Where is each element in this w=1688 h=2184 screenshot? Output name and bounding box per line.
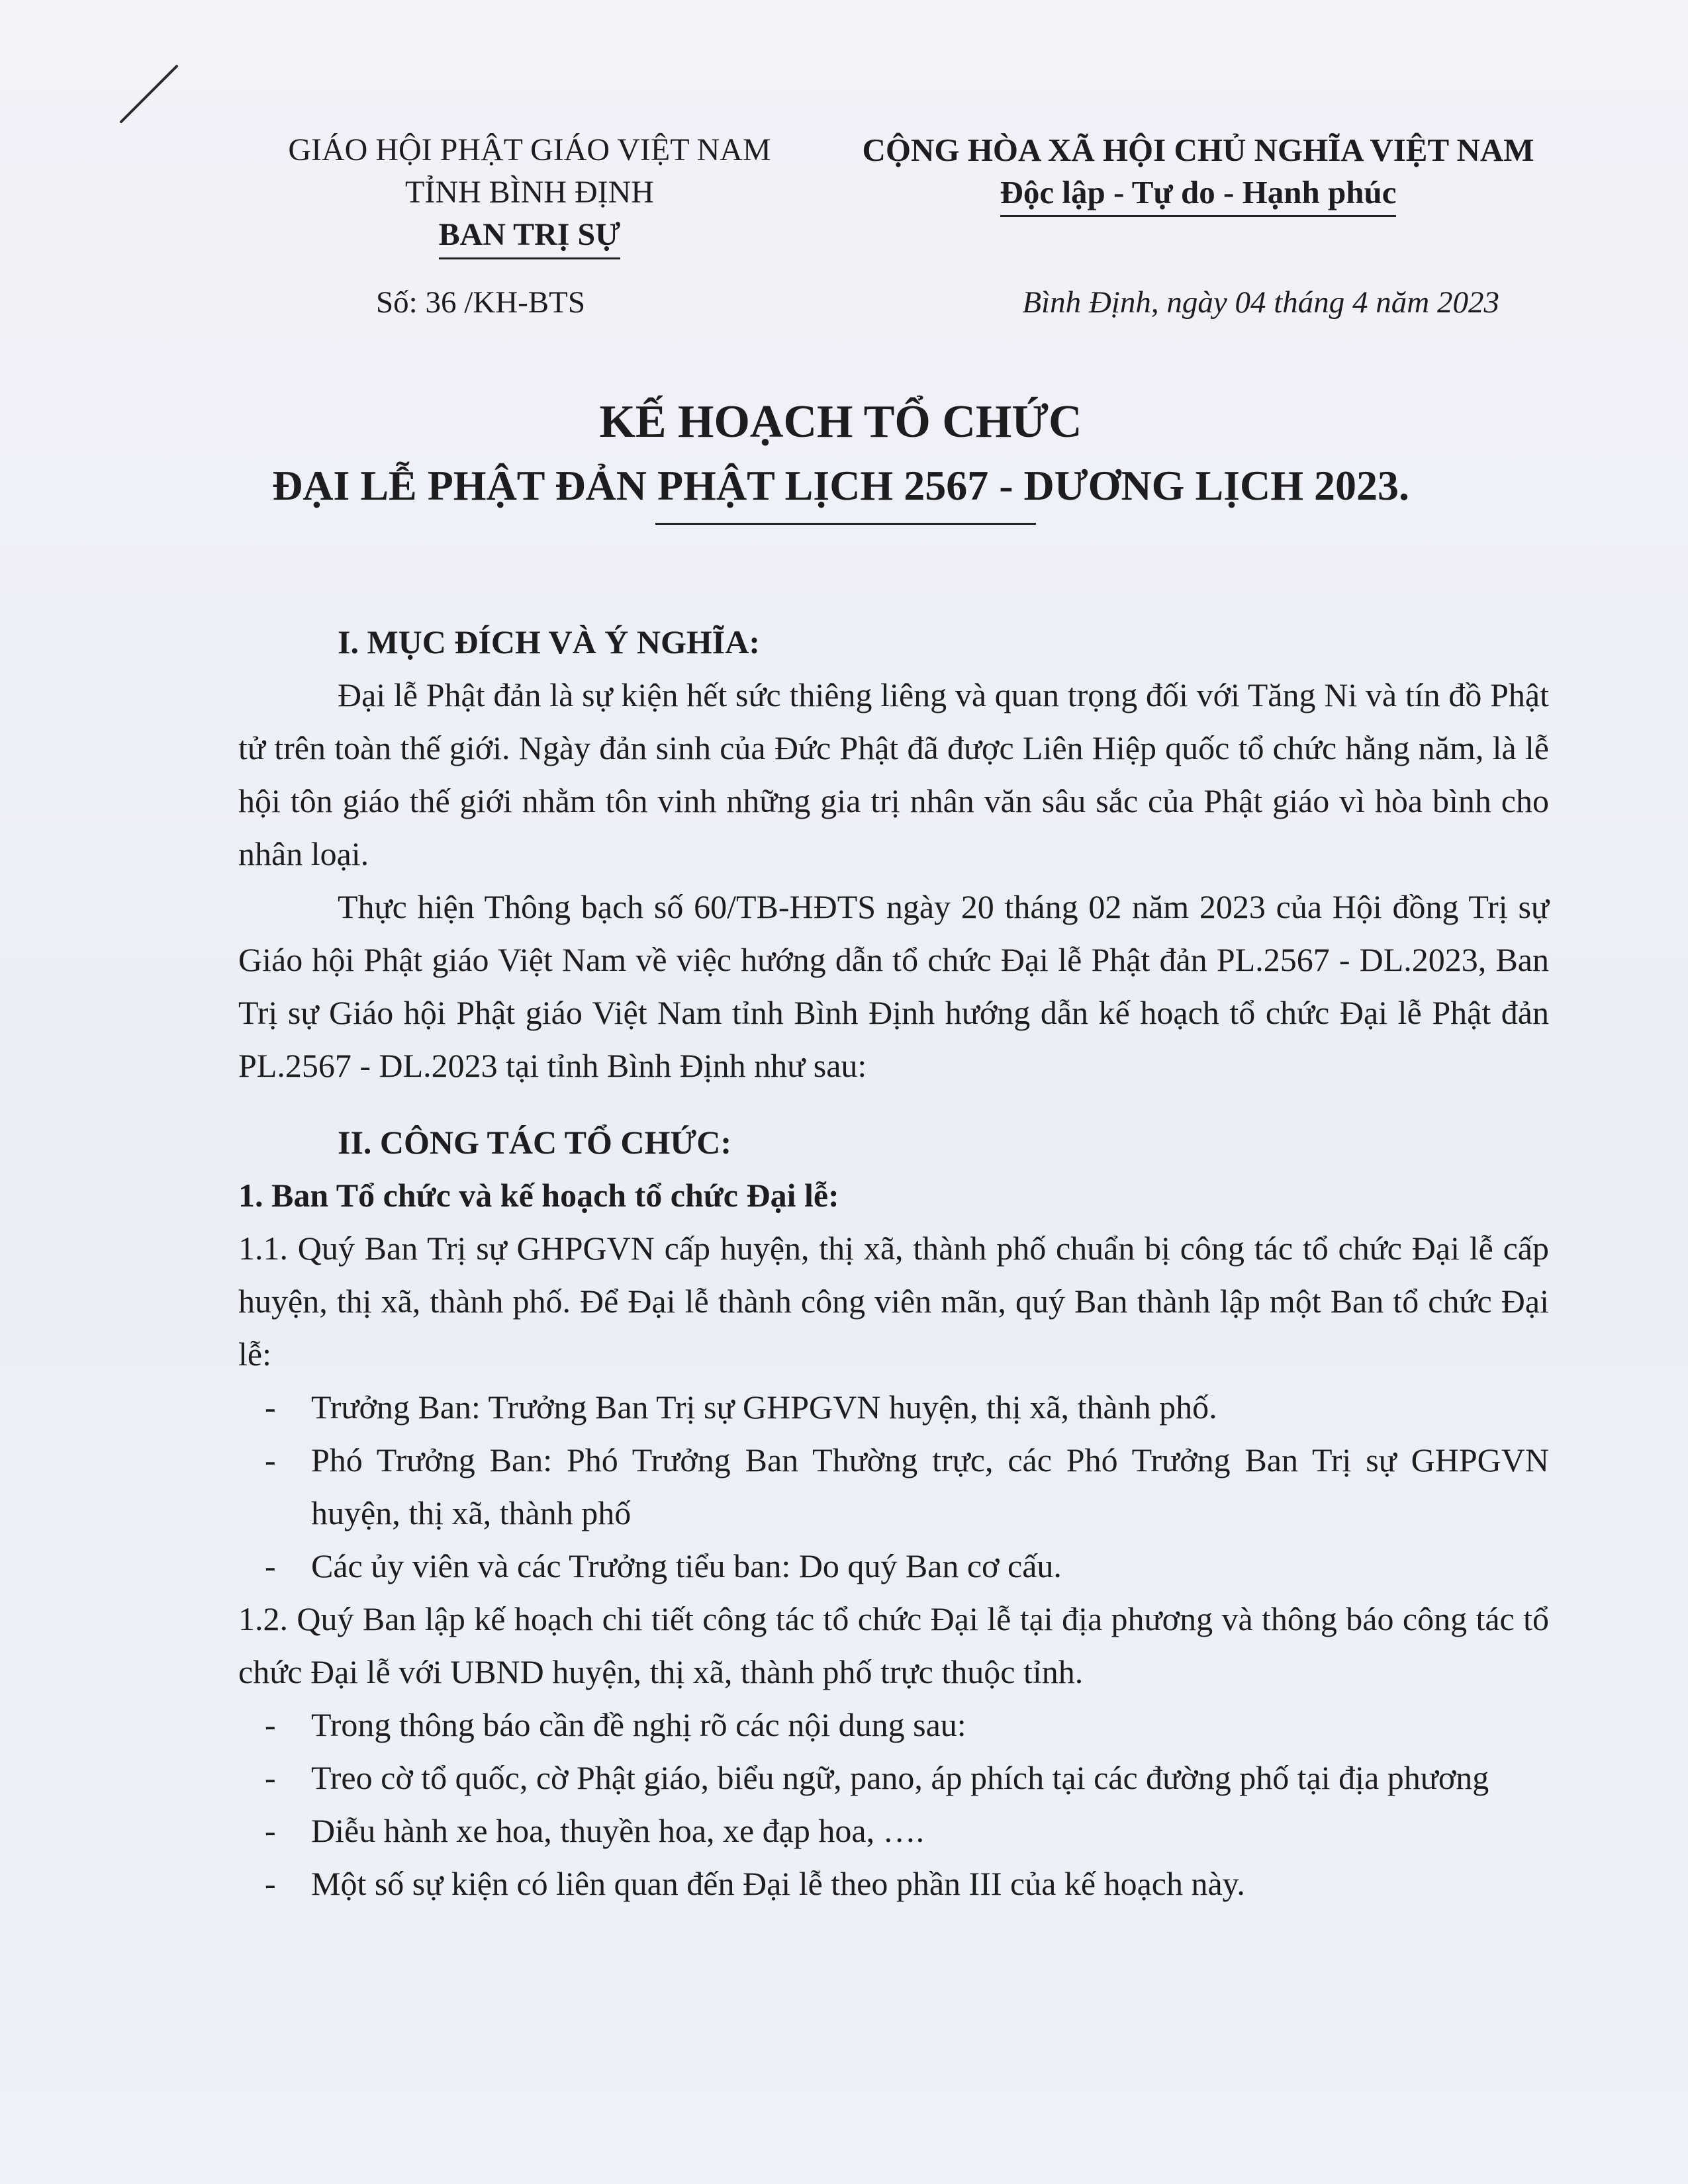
subsection-1-heading: 1. Ban Tổ chức và kế hoạch tổ chức Đại lễ: [238,1177,839,1214]
issuer-header [252,129,808,259]
title-line-2: ĐẠI LỄ PHẬT ĐẢN PHẬT LỊCH 2567 - DƯƠNG LỊCH 2023. [271,462,1410,509]
national-title: CỘNG HÒA XÃ HỘI CHỦ NGHĨA VIỆT NAM [862,132,1534,168]
issuer-province: TỈNH BÌNH ĐỊNH [405,175,654,210]
section-1-paragraph-1: Đại lễ Phật đản là sự kiện hết sức thiêng liêng và quan trọng đối với Tăng Ni và tín đồ Phật tử trên toàn thế giới. Ngày đản sinh của Đức Phật đã được Liên Hiệp quốc tổ chức hằng năm, là lễ hội tôn giáo thế giới nhằm tôn vinh những gia trị nhân văn sâu sắc của Phật giáo vì hòa bình cho nhân loại. [238,676,1549,872]
national-motto: Độc lập - Tự do - Hạnh phúc [831,171,1566,217]
list-item: - Trưởng Ban: Trưởng Ban Trị sự GHPGVN huyện, thị xã, thành phố. [238,1381,1549,1433]
national-header [831,129,1566,217]
section-1-paragraph-2: Thực hiện Thông bạch số 60/TB-HĐTS ngày 20 tháng 02 năm 2023 của Hội đồng Trị sự Giáo hội Phật giáo Việt Nam về việc hướng dẫn tổ chức Đại lễ Phật đản PL.2567 - DL.2023, Ban Trị sự Giáo hội Phật giáo Việt Nam tỉnh Bình Định hướng dẫn kế hoạch tổ chức Đại lễ Phật đản PL.2567 - DL.2023 tại tỉnh Bình Định như sau: [238,888,1549,1084]
issuer-unit: BAN TRỊ SỰ [252,214,808,259]
title-underline [655,523,1036,525]
item-1-1: 1.1. Quý Ban Trị sự GHPGVN cấp huyện, thị xã, thành phố chuẩn bị công tác tổ chức Đại lễ cấp huyện, thị xã, thành phố. Để Đại lễ thành công viên mãn, quý Ban thành lập một Ban tổ chức Đại lễ: [238,1230,1549,1373]
issuer-org: GIÁO HỘI PHẬT GIÁO VIỆT NAM [288,132,771,167]
list-item: - Diễu hành xe hoa, thuyền hoa, xe đạp hoa, …. [238,1804,1549,1857]
section-2-heading: II. CÔNG TÁC TỔ CHỨC: [338,1124,731,1161]
list-item: - Một số sự kiện có liên quan đến Đại lễ theo phần III của kế hoạch này. [238,1857,1549,1910]
section-1-heading: I. MỤC ĐÍCH VÀ Ý NGHĨA: [338,623,760,660]
item-1-2: 1.2. Quý Ban lập kế hoạch chi tiết công tác tổ chức Đại lễ tại địa phương và thông báo công tác tổ chức Đại lễ với UBND huyện, thị xã, thành phố trực thuộc tỉnh. [238,1600,1549,1690]
title-line-1: KẾ HOẠCH TỔ CHỨC [599,396,1082,447]
document-number: Số: 36 /KH-BTS [376,285,585,320]
handwritten-slash-mark [116,61,182,127]
list-item: - Phó Trưởng Ban: Phó Trưởng Ban Thường trực, các Phó Trưởng Ban Trị sự GHPGVN huyện, thị xã, thành phố [238,1433,1549,1539]
document-title [179,390,1503,518]
list-item: - Treo cờ tổ quốc, cờ Phật giáo, biểu ngữ, pano, áp phích tại các đường phố tại địa phương [238,1751,1549,1804]
list-item: - Các ủy viên và các Trưởng tiểu ban: Do quý Ban cơ cấu. [238,1539,1549,1592]
document-body [238,615,1549,1910]
list-item: - Trong thông báo cần đề nghị rõ các nội dung sau: [238,1698,1549,1751]
place-and-date: Bình Định, ngày 04 tháng 4 năm 2023 [1022,285,1499,320]
